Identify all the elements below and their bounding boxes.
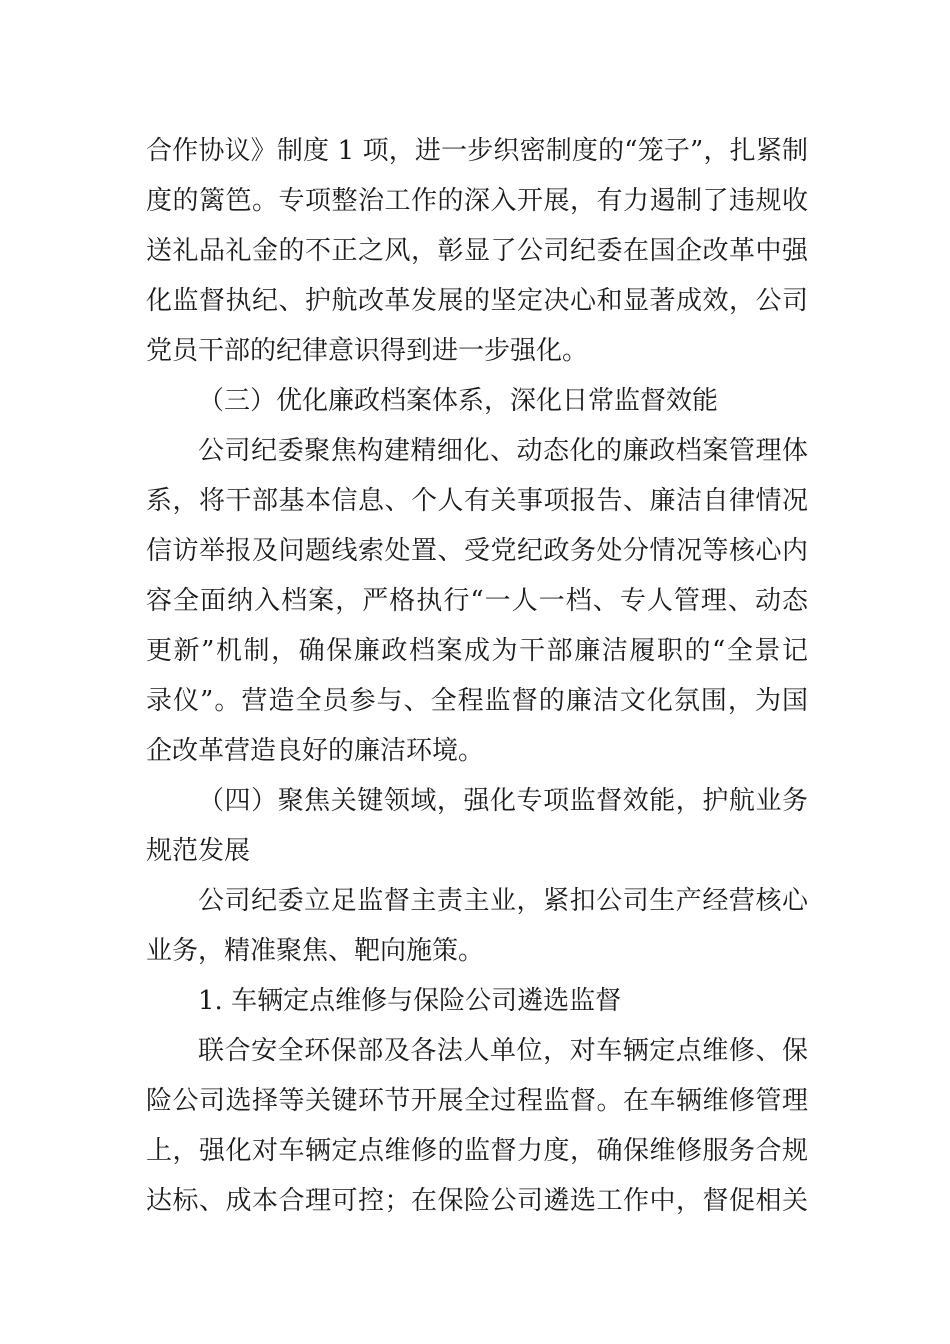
- paragraph-line: 党员干部的纪律意识得到进一步强化。: [146, 336, 589, 366]
- paragraph-line: 度的篱笆。专项整治工作的深入开展，有力遏制了违规收: [146, 186, 808, 216]
- paragraph-line: 上，强化对车辆定点维修的监督力度，确保维修服务合规: [146, 1136, 808, 1166]
- section-heading-continuation: 规范发展: [146, 836, 251, 866]
- section-heading: （四）聚焦关键领域，强化专项监督效能，护航业务: [198, 786, 808, 816]
- paragraph-line: 达标、成本合理可控；在保险公司遴选工作中，督促相关: [146, 1186, 808, 1216]
- paragraph-line: 险公司选择等关键环节开展全过程监督。在车辆维修管理: [146, 1086, 808, 1116]
- paragraph-line: 系，将干部基本信息、个人有关事项报告、廉洁自律情况: [146, 486, 808, 516]
- paragraph-line: 企改革营造良好的廉洁环境。: [146, 736, 485, 766]
- paragraph-line: 送礼品礼金的不正之风，彰显了公司纪委在国企改革中强: [146, 236, 808, 266]
- paragraph-line: 公司纪委聚焦构建精细化、动态化的廉政档案管理体: [198, 436, 808, 466]
- paragraph-line: 信访举报及问题线索处置、受党纪政务处分情况等核心内: [146, 536, 808, 566]
- paragraph-line: 业务，精准聚焦、靶向施策。: [146, 936, 485, 966]
- paragraph-line: 联合安全环保部及各法人单位，对车辆定点维修、保: [198, 1036, 808, 1066]
- paragraph-line: 化监督执纪、护航改革发展的坚定决心和显著成效，公司: [146, 286, 808, 316]
- paragraph-line: 录仪”。营造全员参与、全程监督的廉洁文化氛围，为国: [146, 686, 808, 716]
- section-heading: （三）优化廉政档案体系，深化日常监督效能: [198, 386, 719, 416]
- paragraph-line: 容全面纳入档案，严格执行“一人一档、专人管理、动态: [146, 586, 808, 616]
- paragraph-line: 合作协议》制度 1 项，进一步织密制度的“笼子”，扎紧制: [146, 136, 808, 166]
- subsection-heading: 1. 车辆定点维修与保险公司遴选监督: [198, 986, 622, 1016]
- paragraph-line: 公司纪委立足监督主责主业，紧扣公司生产经营核心: [198, 886, 808, 916]
- paragraph-line: 更新”机制，确保廉政档案成为干部廉洁履职的“全景记: [146, 636, 808, 666]
